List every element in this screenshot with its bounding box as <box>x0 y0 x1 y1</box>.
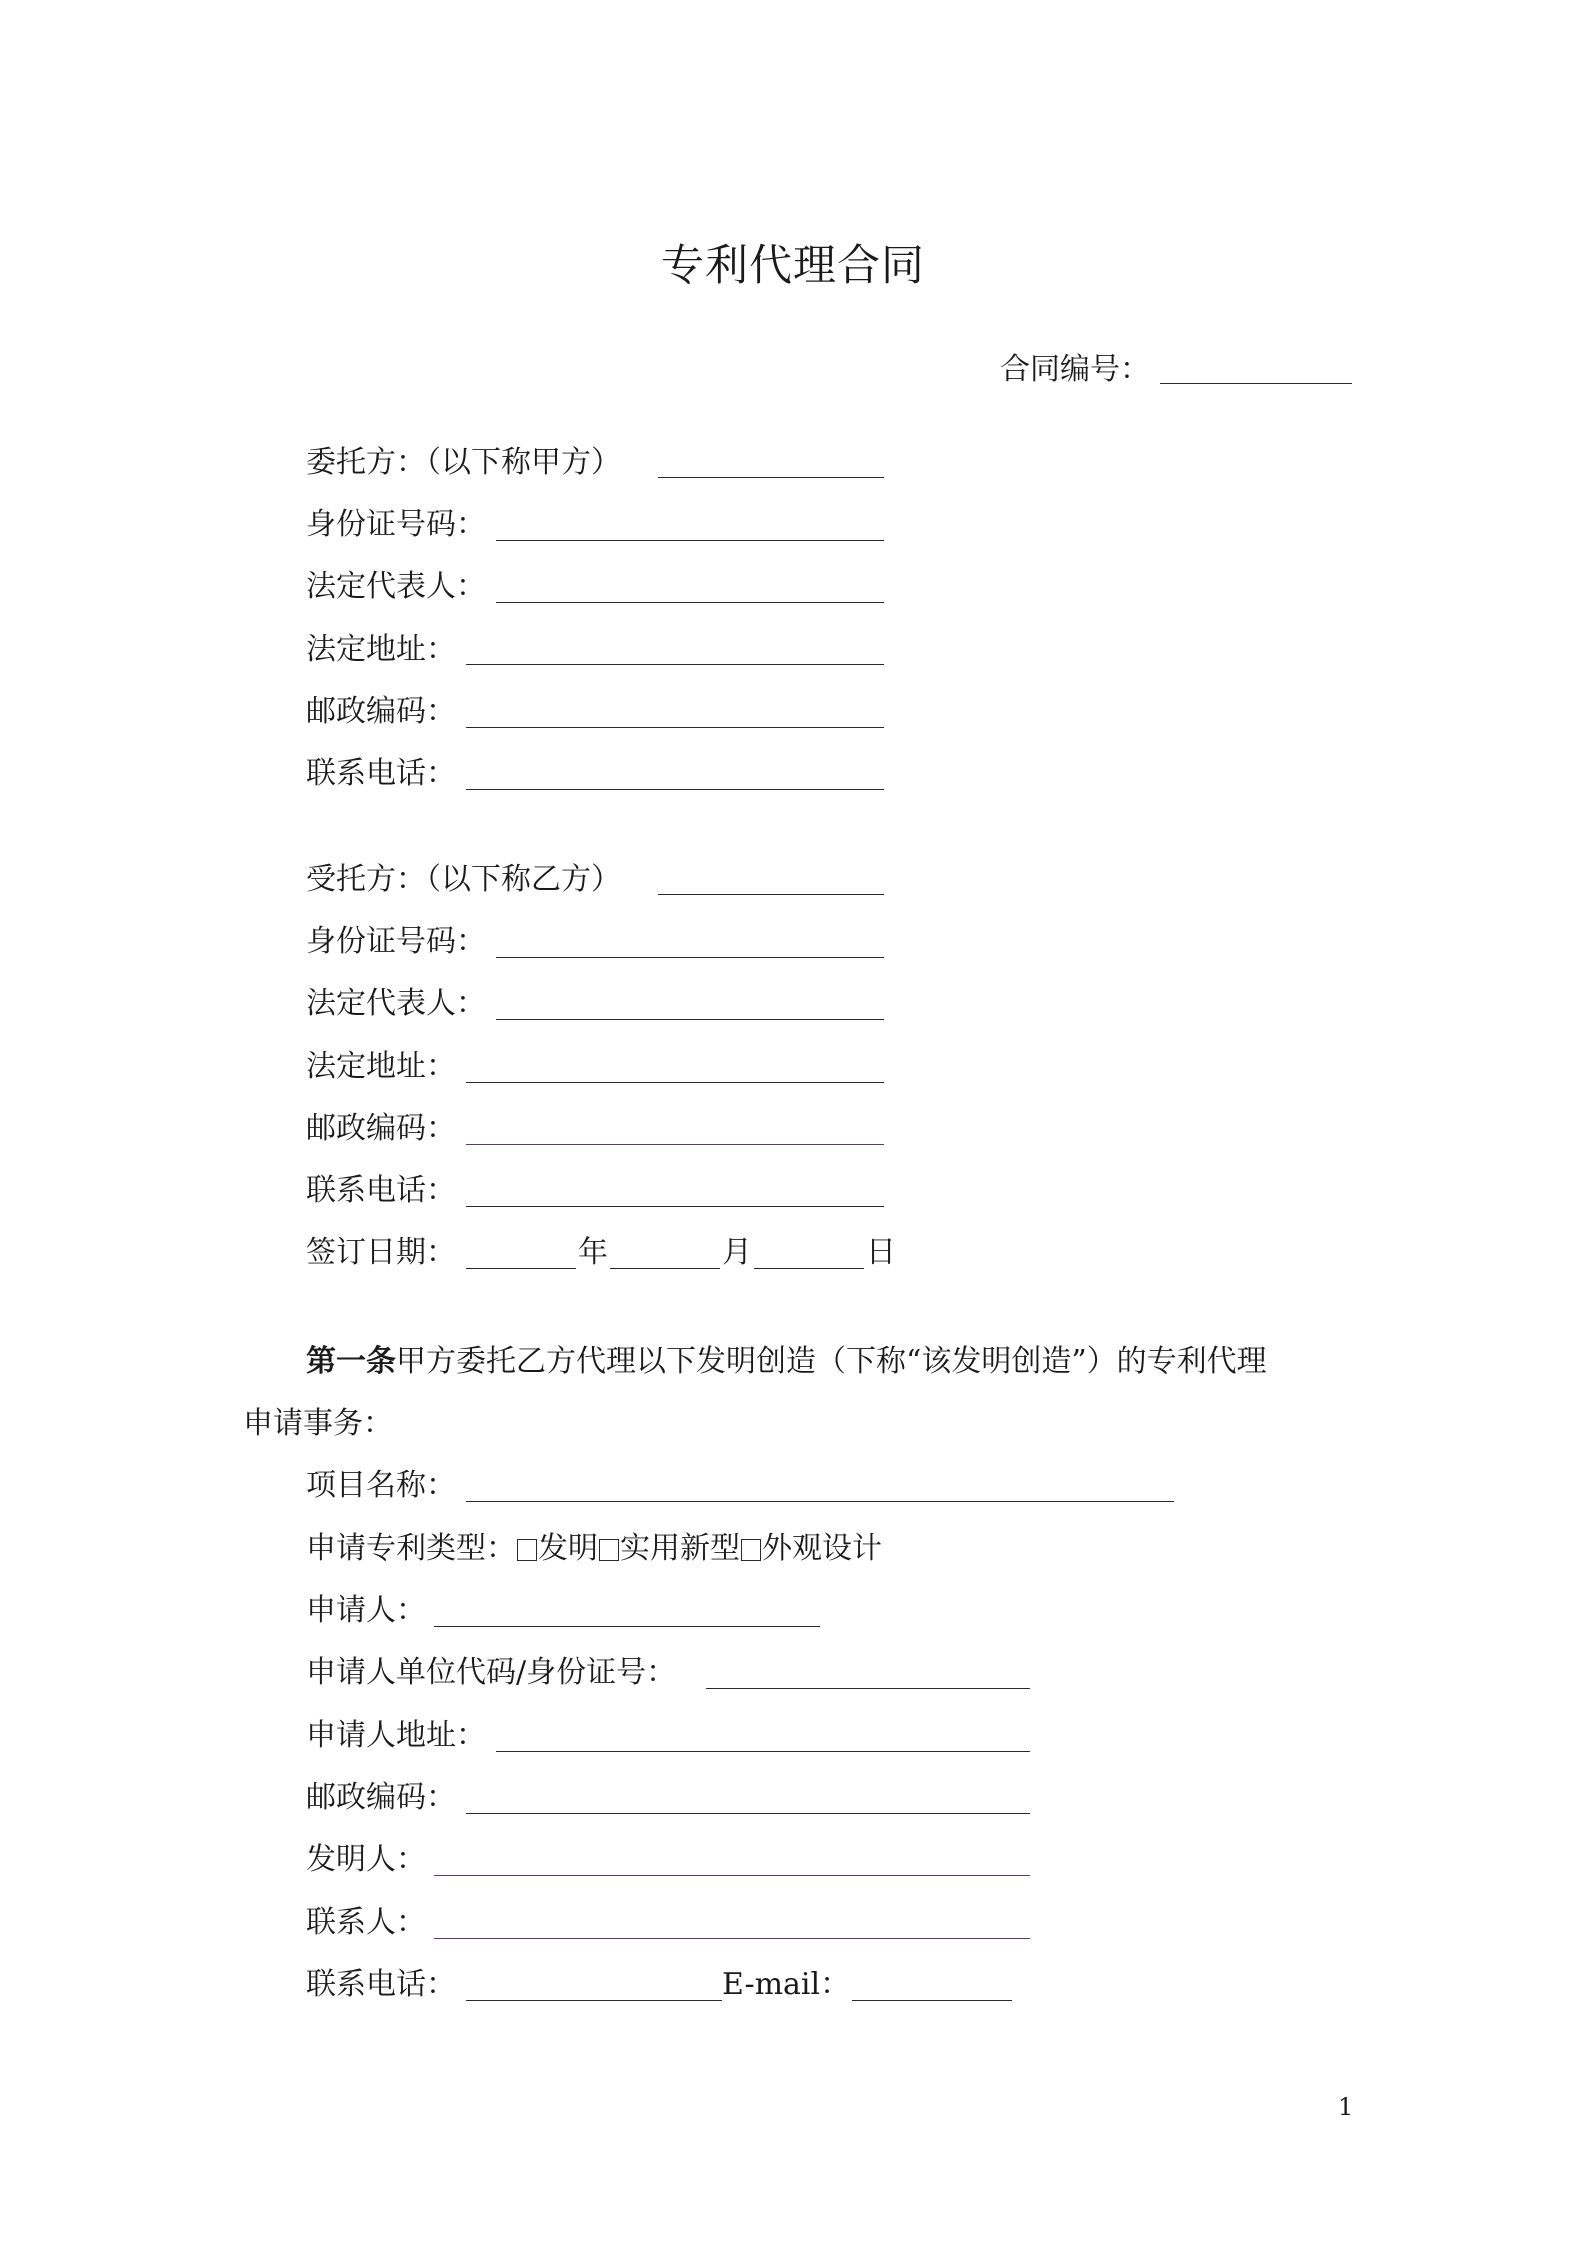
party-a-postcode-label: 邮政编码： <box>306 694 456 729</box>
project-name-label: 项目名称： <box>306 1468 456 1503</box>
article1-text-line1 <box>306 1342 1267 1382</box>
applicant-address-field[interactable] <box>496 1751 1030 1752</box>
contact-label: 联系人： <box>306 1905 426 1940</box>
option-invention-label: 发明 <box>538 1531 598 1566</box>
party-b-header: 受托方：（以下称乙方） <box>306 862 621 897</box>
patent-type-row <box>306 1529 882 1569</box>
option-design-label: 外观设计 <box>762 1531 882 1566</box>
inventor-field[interactable] <box>434 1875 1030 1876</box>
applicant-field[interactable] <box>434 1626 820 1627</box>
email-field[interactable] <box>852 2000 1012 2001</box>
party-b-rep-label: 法定代表人： <box>306 986 486 1021</box>
contract-no-label: 合同编号： <box>1000 352 1150 387</box>
contract-no-field[interactable] <box>1160 383 1352 384</box>
checkbox-design[interactable] <box>741 1539 761 1561</box>
checkbox-utility-model[interactable] <box>599 1539 619 1561</box>
party-a-id-label: 身份证号码： <box>306 507 486 542</box>
applicant-address-label: 申请人地址： <box>306 1718 486 1753</box>
project-postcode-field[interactable] <box>466 1813 1030 1814</box>
article1-text-line2: 申请事务： <box>243 1406 393 1441</box>
party-a-address-label: 法定地址： <box>306 632 456 667</box>
party-a-postcode-field[interactable] <box>466 727 884 728</box>
sign-year-field[interactable] <box>466 1268 576 1269</box>
checkbox-invention[interactable] <box>517 1539 537 1561</box>
project-phone-label: 联系电话： <box>306 1967 456 2002</box>
party-b-name-field[interactable] <box>658 894 884 895</box>
sign-year-unit: 年 <box>578 1235 608 1270</box>
sign-date-label: 签订日期： <box>306 1235 456 1270</box>
party-b-phone-label: 联系电话： <box>306 1173 456 1208</box>
party-b-postcode-field[interactable] <box>466 1144 884 1145</box>
applicant-id-label: 申请人单位代码/身份证号： <box>306 1655 677 1690</box>
applicant-id-field[interactable] <box>706 1688 1030 1689</box>
sign-month-field[interactable] <box>610 1268 720 1269</box>
party-b-address-label: 法定地址： <box>306 1049 456 1084</box>
contact-field[interactable] <box>434 1938 1030 1939</box>
party-a-phone-label: 联系电话： <box>306 756 456 791</box>
project-phone-field[interactable] <box>466 2000 722 2001</box>
project-name-field[interactable] <box>466 1501 1174 1502</box>
email-label: E-mail： <box>722 1967 851 2002</box>
party-a-id-field[interactable] <box>496 540 884 541</box>
sign-month-unit: 月 <box>722 1235 752 1270</box>
party-a-phone-field[interactable] <box>466 789 884 790</box>
party-a-rep-field[interactable] <box>496 602 884 603</box>
article1-text: 甲方委托乙方代理以下发明创造（下称“该发明创造”）的专利代理 <box>396 1344 1267 1379</box>
party-a-rep-label: 法定代表人： <box>306 569 486 604</box>
inventor-label: 发明人： <box>306 1842 426 1877</box>
party-a-name-field[interactable] <box>658 477 884 478</box>
party-b-phone-field[interactable] <box>466 1206 884 1207</box>
party-b-id-label: 身份证号码： <box>306 924 486 959</box>
article1-heading: 第一条 <box>306 1344 396 1379</box>
party-a-header: 委托方：（以下称甲方） <box>306 445 621 480</box>
party-b-postcode-label: 邮政编码： <box>306 1111 456 1146</box>
sign-day-unit: 日 <box>866 1235 896 1270</box>
sign-day-field[interactable] <box>754 1268 864 1269</box>
option-utility-model-label: 实用新型 <box>620 1531 740 1566</box>
page-number: 1 <box>1338 2093 1354 2121</box>
party-b-rep-field[interactable] <box>496 1019 884 1020</box>
party-a-address-field[interactable] <box>466 664 884 665</box>
party-b-id-field[interactable] <box>496 957 884 958</box>
applicant-label: 申请人： <box>306 1593 426 1628</box>
project-postcode-label: 邮政编码： <box>306 1780 456 1815</box>
party-b-address-field[interactable] <box>466 1082 884 1083</box>
patent-type-label: 申请专利类型： <box>306 1531 516 1566</box>
document-title: 专利代理合同 <box>661 241 925 291</box>
